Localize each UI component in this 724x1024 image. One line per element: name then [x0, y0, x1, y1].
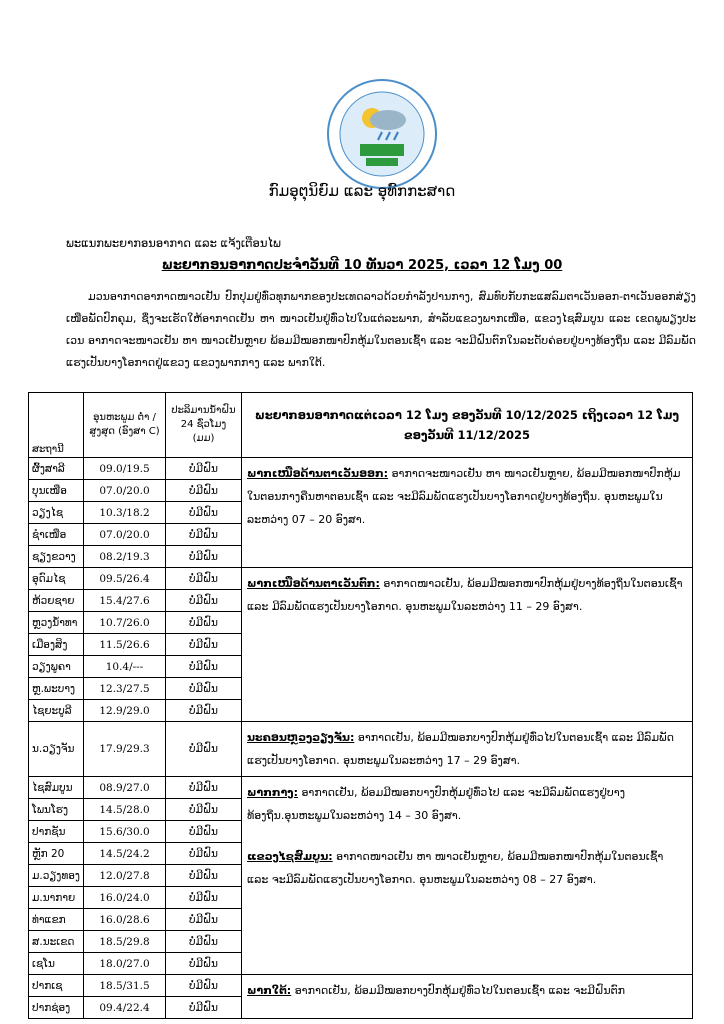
rainfall-value: ບໍ່ມີຝົນ — [166, 480, 242, 502]
region-title: ນະຄອນຫຼວງວຽງຈັນ: — [247, 731, 355, 744]
station-name: ອຸດົມໄຊ — [29, 568, 84, 590]
temperature-value: 09.4/22.4 — [84, 997, 166, 1019]
rainfall-value: ບໍ່ມີຝົນ — [166, 656, 242, 678]
division-name: ພະແນກພະຍາກອນອາກາດ ແລະ ແຈ້ງເຕືອນໄພ — [66, 236, 281, 250]
temperature-value: 17.9/29.3 — [84, 722, 166, 777]
temperature-value: 07.0/20.0 — [84, 480, 166, 502]
region-forecast-vientiane — [242, 722, 693, 777]
temperature-value: 09.0/19.5 — [84, 458, 166, 480]
table-row — [29, 568, 693, 590]
rainfall-value: ບໍ່ມີຝົນ — [166, 821, 242, 843]
temperature-value: 12.0/27.8 — [84, 865, 166, 887]
temperature-value: 12.9/29.0 — [84, 700, 166, 722]
station-name: ຫຼັກ 20 — [29, 843, 84, 865]
rainfall-value: ບໍ່ມີຝົນ — [166, 678, 242, 700]
rainfall-value: ບໍ່ມີຝົນ — [166, 612, 242, 634]
rainfall-value: ບໍ່ມີຝົນ — [166, 722, 242, 777]
station-name: ປາກຊ່ອງ — [29, 997, 84, 1019]
region-forecast-south — [242, 975, 693, 1019]
station-name: ວຽງໄຊ — [29, 502, 84, 524]
station-name: ໂພນໂຮງ — [29, 799, 84, 821]
rainfall-value: ບໍ່ມີຝົນ — [166, 568, 242, 590]
rainfall-value: ບໍ່ມີຝົນ — [166, 502, 242, 524]
temperature-value: 12.3/27.5 — [84, 678, 166, 700]
region-title: ພາກເໜືອດ້ານຕາເວັນຕົກ: — [247, 577, 380, 590]
temperature-value: 16.0/24.0 — [84, 887, 166, 909]
table-header-row — [29, 393, 693, 458]
rainfall-value: ບໍ່ມີຝົນ — [166, 458, 242, 480]
rainfall-value: ບໍ່ມີຝົນ — [166, 799, 242, 821]
station-name: ຊຽງຂວາງ — [29, 546, 84, 568]
rainfall-value: ບໍ່ມີຝົນ — [166, 590, 242, 612]
region-title: ພາກໃຕ້: — [247, 984, 292, 997]
station-name: ຫຼ.ພະບາງ — [29, 678, 84, 700]
region-forecast-northeast — [242, 458, 693, 568]
station-name: ເມືອງສິງ — [29, 634, 84, 656]
temperature-value: 15.4/27.6 — [84, 590, 166, 612]
region-forecast-northwest — [242, 568, 693, 722]
region-text: ອາກາດເຢັນ, ພ້ອມມີໝອກບາງປົກຫຸ້ມຢູ່ທົ່ວໄປໃນຕອນເຊົ້າ ແລະ ມີລົມພັດແຮງເປັນບາງໂອກາດ. ອຸນຫະພູມໃນລະຫວ່າງ 17 – 29 ອົງສາ. — [247, 731, 674, 767]
temperature-value: 09.5/26.4 — [84, 568, 166, 590]
overview-text: ມວນອາກາດອາກາດໜາວເຢັນ ປົກປຸມຢູ່ທົ່ວທຸກພາກຂອງປະເທດລາວດ້ວຍກໍາລັງປານກາງ, ສົມທົບກັບກະແສລົມຕາເວັນອອກ-ຕາເວັນອອກສ່ຽງເໜືອພັດປົກຄຸມ, ຊຶ່ງຈະເຮັດໃຫ້ອາກາດເຢັນ ຫາ ໜາວເຢັນຢູ່ທົ່ວໄປໃນແຕ່ລະພາກ, ສໍາລັບແຂວງພາກເໜືອ, ແຂວງໄຊສົມບູນ ແລະ ເຂດພູພຽງປະເວນ ອາກາດຈະໜາວເຢັນ ຫາ ໜາວເຢັນຫຼາຍ ພ້ອມມີໝອກໜາປົກຫຸ້ມໃນຕອນເຊົ້າ ແລະ ຈະມີຝົນຕົກໃນລະດັບຄ່ອຍຢູ່ບາງທ້ອງຖິ່ນ ແລະ ມີລົມພັດແຮງເປັນບາງໂອກາດຢູ່ແຂວງ ແຂວງພາກກາງ ແລະ ພາກໃຕ້. — [66, 290, 696, 369]
rainfall-value: ບໍ່ມີຝົນ — [166, 546, 242, 568]
rainfall-value: ບໍ່ມີຝົນ — [166, 634, 242, 656]
station-name: ປາກເຊ — [29, 975, 84, 997]
temperature-column-header: ອຸນຫະພູມ ຕໍ່າ /ສູງສຸດ (ອົງສາ C) — [84, 393, 166, 458]
temperature-value: 07.0/20.0 — [84, 524, 166, 546]
rainfall-value: ບໍ່ມີຝົນ — [166, 865, 242, 887]
temperature-value: 14.5/24.2 — [84, 843, 166, 865]
region-title: ແຂວງໄຊສົມບູນ: — [247, 850, 333, 863]
station-name: ຫ້ວຍຊາຍ — [29, 590, 84, 612]
rainfall-value: ບໍ່ມີຝົນ — [166, 953, 242, 975]
region-text: ອາກາດຈະໜາວເຢັນ ຫາ ໜາວເຢັນຫຼາຍ, ພ້ອມມີໝອກໜາປົກຫຸ້ມໃນຕອນກາງຄືນຫາຕອນເຊົ້າ ແລະ ຈະມີລົມພັດແຮງເປັນບາງໂອກາດຢູ່ບາງທ້ອງຖິ່ນ. ອຸນຫະພູມໃນລະຫວ່າງ 07 – 20 ອົງສາ. — [247, 467, 681, 526]
rainfall-value: ບໍ່ມີຝົນ — [166, 777, 242, 799]
region-title: ພາກກາງ: — [247, 786, 298, 799]
station-name: ໄຊສົມບູນ — [29, 777, 84, 799]
department-name: ກົມອຸຕຸນິຍົມ ແລະ ອຸທົກກະສາດ — [268, 182, 456, 200]
table-row — [29, 722, 693, 777]
temperature-value: 10.7/26.0 — [84, 612, 166, 634]
temperature-value: 14.5/28.0 — [84, 799, 166, 821]
forecast-overview — [66, 286, 696, 374]
station-name: ຊໍາເໜືອ — [29, 524, 84, 546]
rainfall-value: ບໍ່ມີຝົນ — [166, 843, 242, 865]
station-name: ຜົ້ງສາລີ — [29, 458, 84, 480]
rainfall-value: ບໍ່ມີຝົນ — [166, 887, 242, 909]
station-name: ມ.ນາກາຍ — [29, 887, 84, 909]
station-name: ທ່າແຂກ — [29, 909, 84, 931]
region-text: ອາກາດໜາວເຢັນ, ພ້ອມມີໝອກໜາປົກຫຸ້ມຢູ່ບາງທ້ອງຖິ່ນໃນຕອນເຊົ້າ ແລະ ມີລົມພັດແຮງເປັນບາງໂອກາດ. ອຸນຫະພູມໃນລະຫວ່າງ 11 – 29 ອົງສາ. — [247, 577, 683, 613]
temperature-value: 18.0/27.0 — [84, 953, 166, 975]
temperature-value: 10.3/18.2 — [84, 502, 166, 524]
region-title: ພາກເໜືອດ້ານຕາເວັນອອກ: — [247, 467, 389, 480]
temperature-value: 18.5/29.8 — [84, 931, 166, 953]
station-name: ວຽງພູຄາ — [29, 656, 84, 678]
forecast-title-text: ພະຍາກອນອາກາດປະຈໍາວັນທີ 10 ທັນວາ 2025, ເວລາ 12 ໂມງ 00 — [161, 258, 563, 273]
rainfall-value: ບໍ່ມີຝົນ — [166, 997, 242, 1019]
station-name: ປາກຊັນ — [29, 821, 84, 843]
region-text: ອາກາດເຢັນ, ພ້ອມມີໝອກບາງປົກຫຸ້ມຢູ່ທົ່ວໄປ ແລະ ຈະມີລົມພັດແຮງຢູ່ບາງທ້ອງຖິ່ນ.ອຸນຫະພູມໃນລະຫວ່າງ 14 – 30 ອົງສາ. — [247, 786, 626, 822]
station-name: ສ.ນະເຂດ — [29, 931, 84, 953]
region-forecast-central — [242, 777, 693, 975]
station-column-header: ສະຖານີ — [29, 393, 84, 458]
rainfall-value: ບໍ່ມີຝົນ — [166, 909, 242, 931]
temperature-value: 15.6/30.0 — [84, 821, 166, 843]
station-name: ນ.ວຽງຈັນ — [29, 722, 84, 777]
rainfall-column-header: ປະລິມານນໍ້າຝົນ 24 ຊົ່ວໂມງ (ມມ) — [166, 393, 242, 458]
forecast-title — [0, 258, 724, 273]
station-name: ບຸນເໜືອ — [29, 480, 84, 502]
rainfall-value: ບໍ່ມີຝົນ — [166, 931, 242, 953]
rainfall-value: ບໍ່ມີຝົນ — [166, 524, 242, 546]
station-name: ຫຼວງນໍ້າທາ — [29, 612, 84, 634]
region-text: ອາກາດໜາວເຢັນ ຫາ ໜາວເຢັນຫຼາຍ, ພ້ອມມີໝອກໜາປົກຫຸ້ມໃນຕອນເຊົ້າ ແລະ ຈະມີລົມພັດແຮງເປັນບາງໂອກາດ. ອຸນຫະພູມໃນລະຫວ່າງ 08 – 27 ອົງສາ. — [247, 850, 664, 886]
weather-table — [28, 392, 693, 1019]
temperature-value: 10.4/--- — [84, 656, 166, 678]
dmh-logo — [326, 78, 438, 190]
station-name: ເຊໂນ — [29, 953, 84, 975]
station-name: ໄຊຍະບູລີ — [29, 700, 84, 722]
rainfall-value: ບໍ່ມີຝົນ — [166, 700, 242, 722]
table-row — [29, 975, 693, 997]
table-row — [29, 777, 693, 799]
forecast-column-header: ພະຍາກອນອາກາດແຕ່ເວລາ 12 ໂມງ ຂອງວັນທີ 10/12/2025 ເຖິງເວລາ 12 ໂມງຂອງວັນທີ 11/12/2025 — [242, 393, 693, 458]
temperature-value: 11.5/26.6 — [84, 634, 166, 656]
rainfall-value: ບໍ່ມີຝົນ — [166, 975, 242, 997]
temperature-value: 16.0/28.6 — [84, 909, 166, 931]
region-forecast-xaysomboun — [247, 845, 687, 891]
temperature-value: 08.9/27.0 — [84, 777, 166, 799]
region-text: ອາກາດເຢັນ, ພ້ອມມີໝອກບາງປົກຫຸ້ມຢູ່ທົ່ວໄປໃນຕອນເຊົ້າ ແລະ ຈະມີຝົນຕົກ — [291, 984, 626, 997]
temperature-value: 18.5/31.5 — [84, 975, 166, 997]
temperature-value: 08.2/19.3 — [84, 546, 166, 568]
station-name: ມ.ວຽງທອງ — [29, 865, 84, 887]
table-row — [29, 458, 693, 480]
